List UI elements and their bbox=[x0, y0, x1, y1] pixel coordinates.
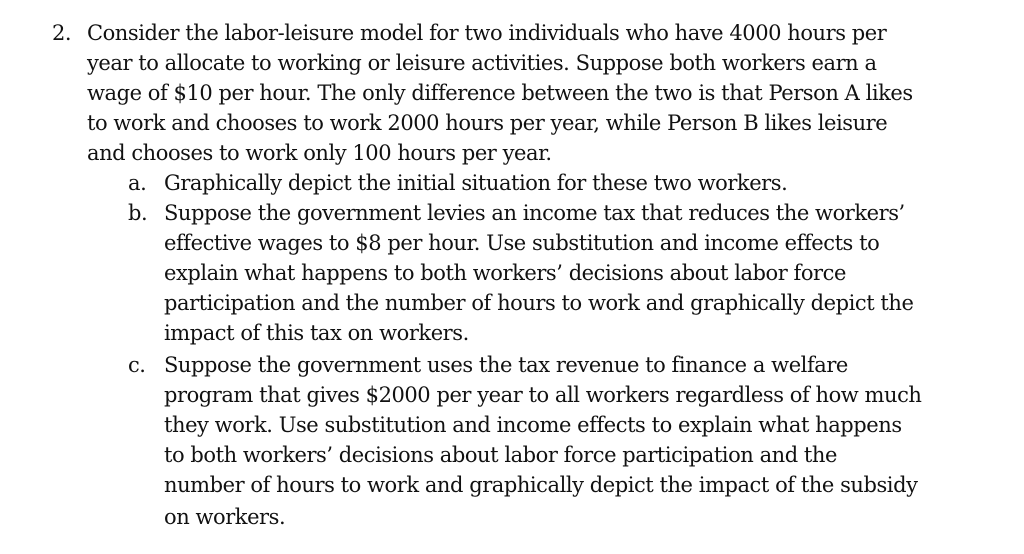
part-a-label: a. bbox=[128, 171, 147, 195]
question-line: to work and chooses to work 2000 hours per year, while Person B likes leisure bbox=[87, 111, 888, 135]
question-line: and chooses to work only 100 hours per year. bbox=[87, 141, 552, 165]
part-b-line: participation and the number of hours to work and graphically depict the bbox=[164, 291, 914, 315]
part-b-line: impact of this tax on workers. bbox=[164, 321, 469, 345]
part-b-label: b. bbox=[128, 201, 148, 225]
question-number: 2. bbox=[52, 21, 72, 45]
question-line: Consider the labor-leisure model for two individuals who have 4000 hours per bbox=[87, 21, 887, 45]
part-b-line: Suppose the government levies an income tax that reduces the workers’ bbox=[164, 201, 905, 225]
part-c-line: on workers. bbox=[164, 505, 286, 529]
question-line: year to allocate to working or leisure activities. Suppose both workers earn a bbox=[87, 51, 877, 75]
part-c-line: number of hours to work and graphically depict the impact of the subsidy bbox=[164, 473, 918, 497]
part-c-line: they work. Use substitution and income effects to explain what happens bbox=[164, 413, 902, 437]
part-c-line: to both workers’ decisions about labor force participation and the bbox=[164, 443, 837, 467]
part-a-line: Graphically depict the initial situation for these two workers. bbox=[164, 171, 788, 195]
part-b-line: explain what happens to both workers’ decisions about labor force bbox=[164, 261, 846, 285]
part-c-line: Suppose the government uses the tax revenue to finance a welfare bbox=[164, 353, 848, 377]
part-c-line: program that gives $2000 per year to all workers regardless of how much bbox=[164, 383, 922, 407]
part-b-line: effective wages to $8 per hour. Use substitution and income effects to bbox=[164, 231, 880, 255]
question-line: wage of $10 per hour. The only difference between the two is that Person A likes bbox=[87, 81, 913, 105]
part-c-label: c. bbox=[128, 353, 146, 377]
